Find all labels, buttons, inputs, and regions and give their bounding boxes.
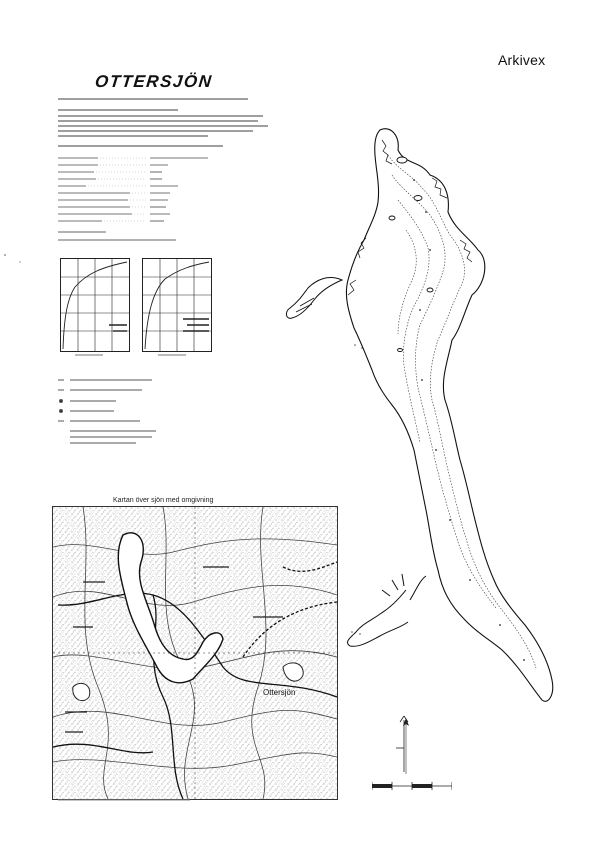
area-curve-svg	[61, 259, 129, 351]
lake-title: OTTERSJÖN	[94, 72, 214, 91]
lake-data-table	[58, 155, 208, 227]
inset-map-caption	[58, 797, 198, 803]
north-arrow-icon	[400, 718, 412, 776]
volume-curve-svg	[143, 259, 211, 351]
volume-axis-label	[158, 352, 188, 359]
volume-curve-chart	[142, 258, 212, 352]
intro-text-block	[58, 96, 273, 154]
inset-map-title: Kartan över sjön med omgivning	[110, 497, 216, 504]
archive-label: Arkivex	[498, 52, 546, 68]
area-axis-label	[75, 352, 105, 359]
map-legend	[56, 376, 166, 456]
inset-place-label: Ottersjön	[263, 688, 296, 697]
survey-info	[58, 229, 208, 247]
scale-bar-icon	[372, 708, 452, 800]
area-curve-chart	[60, 258, 130, 352]
